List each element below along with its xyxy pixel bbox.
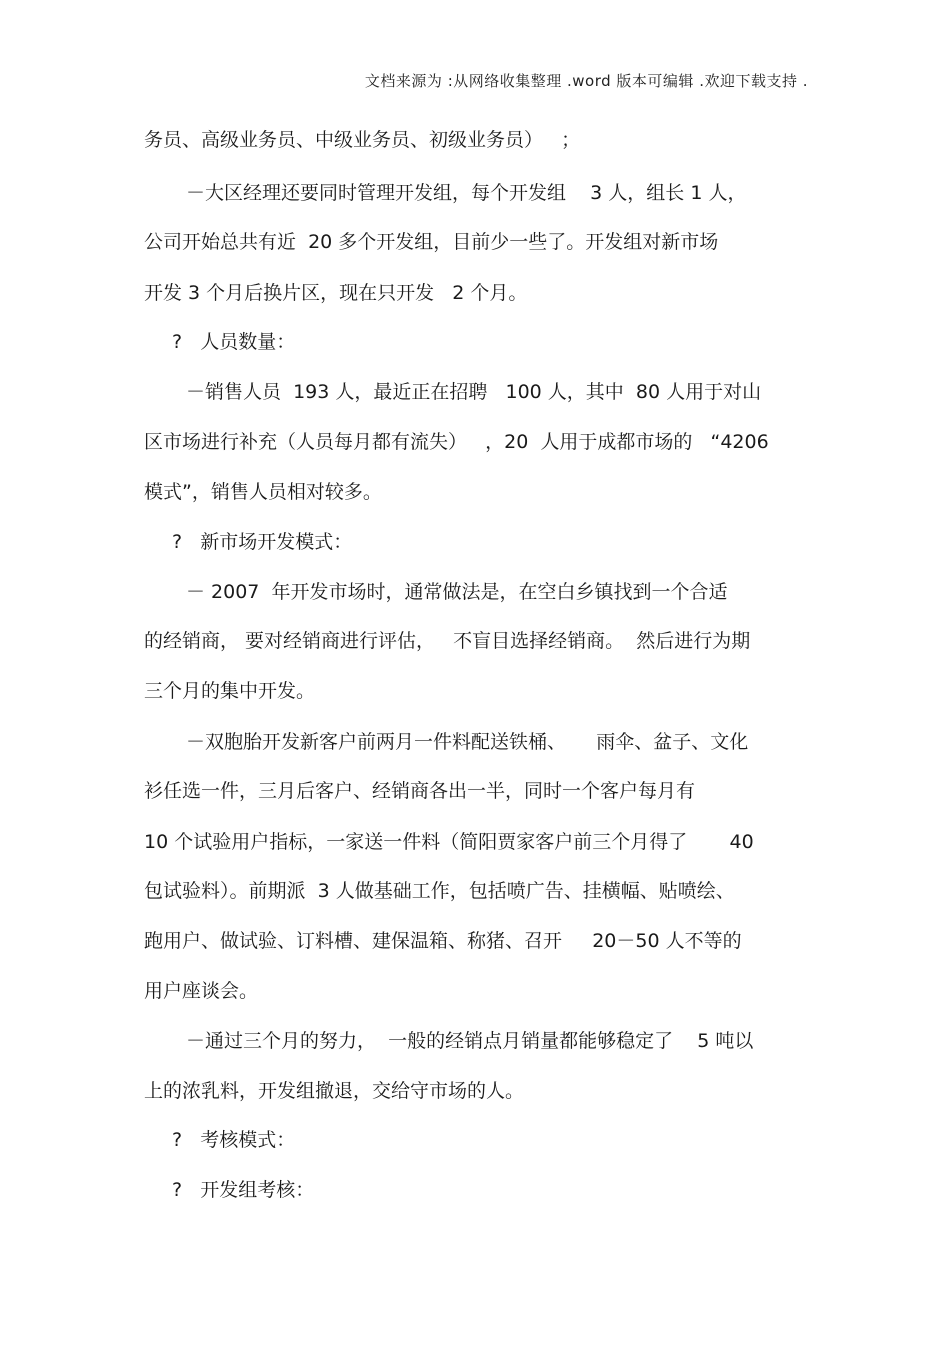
- text-line-18: 用户座谈会。: [144, 980, 259, 1002]
- text-line-16: 包试验料）。前期派 3 人做基础工作，包括喷广告、挂横幅、贴喷绘、: [144, 880, 735, 902]
- text-line-19: －通过三个月的努力， 一般的经销点月销量都能够稳定了 5 吨以: [186, 1030, 754, 1052]
- bullet-heading-dev-team-assessment: ? 开发组考核：: [172, 1179, 315, 1201]
- text-line-6: －销售人员 193 人，最近正在招聘 100 人，其中 80 人用于对山: [186, 381, 762, 403]
- bullet-heading-staff: ? 人员数量：: [172, 331, 296, 353]
- text-line-13: －双胞胎开发新客户前两月一件料配送铁桶、 雨伞、盆子、文化: [186, 731, 749, 753]
- bullet-heading-new-market: ? 新市场开发模式：: [172, 531, 353, 553]
- text-line-2: －大区经理还要同时管理开发组，每个开发组 3 人，组长 1 人，: [186, 182, 747, 204]
- text-line-8: 模式”，销售人员相对较多。: [144, 481, 382, 503]
- text-line-4: 开发 3 个月后换片区，现在只开发 2 个月。: [144, 282, 528, 304]
- text-line-3: 公司开始总共有近 20 多个开发组，目前少一些了。开发组对新市场: [144, 231, 719, 253]
- text-line-12: 三个月的集中开发。: [144, 680, 316, 702]
- text-line-14: 衫任选一件，三月后客户、经销商各出一半，同时一个客户每月有: [144, 780, 696, 802]
- text-line-15: 10 个试验用户指标，一家送一件料（简阳贾家客户前三个月得了 40: [144, 831, 754, 853]
- text-line-10: － 2007 年开发市场时，通常做法是，在空白乡镇找到一个合适: [186, 581, 728, 603]
- bullet-heading-assessment: ? 考核模式：: [172, 1129, 296, 1151]
- text-line-20: 上的浓乳料，开发组撤退，交给守市场的人。: [144, 1080, 525, 1102]
- page-header: 文档来源为 :从网络收集整理 .word 版本可编辑 .欢迎下载支持 .: [364, 72, 808, 90]
- text-line-1: 务员、高级业务员、中级业务员、初级业务员） ；: [144, 129, 581, 151]
- text-line-17: 跑用户、做试验、订料槽、建保温箱、称猪、召开 20－50 人不等的: [144, 930, 742, 952]
- text-line-7: 区市场进行补充（人员每月都有流失） ，20 人用于成都市场的 “4206: [144, 431, 769, 453]
- text-line-11: 的经销商， 要对经销商进行评估， 不盲目选择经销商。 然后进行为期: [144, 630, 751, 652]
